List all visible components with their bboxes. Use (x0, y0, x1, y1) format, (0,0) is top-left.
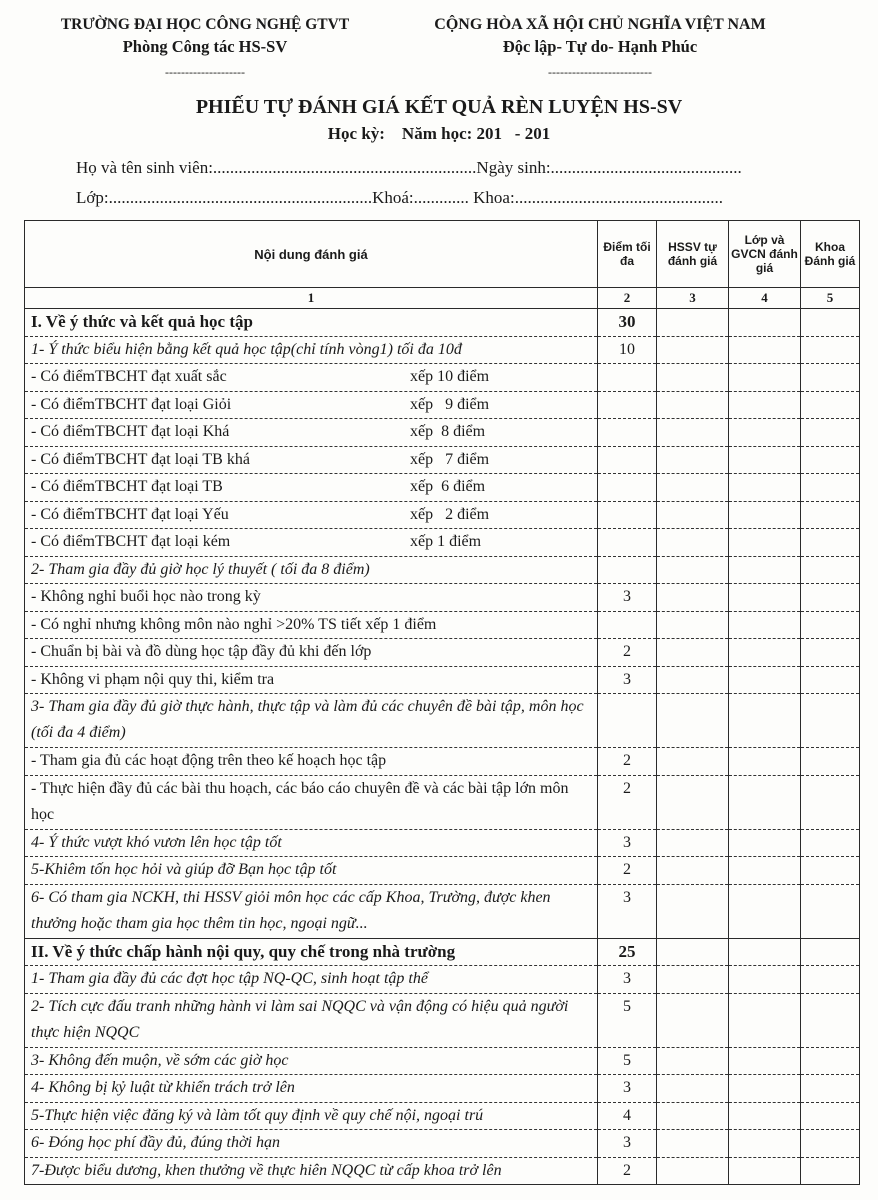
criterion-row (25, 884, 860, 938)
faculty-eval-cell[interactable] (801, 1075, 860, 1103)
criterion-row (25, 364, 860, 392)
criterion-text (25, 884, 598, 938)
max-points-cell: 3 (598, 1130, 657, 1158)
self-eval-cell[interactable] (657, 584, 729, 612)
class-eval-cell[interactable] (729, 639, 801, 667)
class-eval-cell[interactable] (729, 309, 801, 337)
max-points-cell (598, 474, 657, 502)
class-eval-cell[interactable] (729, 529, 801, 557)
criterion-text (25, 501, 598, 529)
self-eval-cell[interactable] (657, 775, 729, 829)
criterion-row (25, 1047, 860, 1075)
self-eval-cell[interactable] (657, 694, 729, 748)
criterion-text (25, 584, 598, 612)
criterion-row (25, 556, 860, 584)
criterion-label: 6- Có tham gia NCKH, thi HSSV giỏi môn học các cấp Khoa, Trường, được khen thưởng hoặc tham gia học thêm tin học, ngoại ngữ... (31, 888, 551, 932)
criterion-label: I. Về ý thức và kết quả học tập (31, 312, 253, 331)
criterion-row (25, 748, 860, 776)
header-left-rule: -------------------- (165, 65, 245, 79)
max-points-cell (598, 694, 657, 748)
class-eval-cell[interactable] (729, 884, 801, 938)
self-eval-cell[interactable] (657, 993, 729, 1047)
criterion-text (25, 1130, 598, 1158)
criterion-label: 1- Ý thức biểu hiện bằng kết quả học tập(chỉ tính vòng1) tối đa 10đ (31, 340, 462, 358)
criterion-text (25, 694, 598, 748)
header-max-points: Điểm tối đa (598, 221, 657, 288)
max-points-cell: 2 (598, 857, 657, 885)
criterion-row (25, 391, 860, 419)
rank-points-label: xếp 10 điểm (410, 368, 490, 385)
max-points-cell: 5 (598, 993, 657, 1047)
country-name: CỘNG HÒA XÃ HỘI CHỦ NGHĨA VIỆT NAM (434, 16, 766, 33)
max-points-cell: 30 (598, 309, 657, 337)
faculty-eval-cell[interactable] (801, 938, 860, 966)
faculty-eval-cell[interactable] (801, 501, 860, 529)
department-name: Phòng Công tác HS-SV (122, 37, 288, 56)
class-eval-cell[interactable] (729, 694, 801, 748)
column-number-row (25, 288, 860, 309)
class-eval-cell[interactable] (729, 748, 801, 776)
criterion-label: - Có điểmTBCHT đạt loại TB khá (31, 450, 250, 468)
criterion-row (25, 775, 860, 829)
section-row (25, 938, 860, 966)
criterion-label: 2- Tích cực đấu tranh những hành vi làm sai NQQC và vận động có hiệu quả người thực hiện NQQC (31, 997, 569, 1041)
faculty-eval-cell[interactable] (801, 364, 860, 392)
column-number: 5 (801, 288, 860, 309)
self-eval-cell[interactable] (657, 639, 729, 667)
self-eval-cell[interactable] (657, 309, 729, 337)
column-number: 2 (598, 288, 657, 309)
faculty-eval-cell[interactable] (801, 556, 860, 584)
class-course-faculty-field[interactable]: Lớp:..............................................................Khoá:............. Khoa:................................................. (76, 188, 723, 207)
criterion-label: - Có điểmTBCHT đạt loại Giỏi (31, 395, 232, 413)
criterion-text (25, 1075, 598, 1103)
rank-points-label: xếp 1 điểm (410, 533, 482, 550)
criterion-row (25, 666, 860, 694)
self-eval-cell[interactable] (657, 364, 729, 392)
criterion-row (25, 446, 860, 474)
max-points-cell: 2 (598, 639, 657, 667)
class-eval-cell[interactable] (729, 775, 801, 829)
criterion-text (25, 446, 598, 474)
criterion-label: - Không nghỉ buổi học nào trong kỳ (31, 588, 261, 605)
class-eval-cell[interactable] (729, 584, 801, 612)
criterion-label: - Có điểmTBCHT đạt xuất sắc (31, 368, 227, 385)
criterion-label: 3- Tham gia đầy đủ giờ thực hành, thực tập và làm đủ các chuyên đề bài tập, môn học (tối đa 4 điểm) (31, 698, 584, 741)
faculty-eval-cell[interactable] (801, 419, 860, 447)
criterion-text (25, 829, 598, 857)
max-points-cell: 3 (598, 829, 657, 857)
max-points-cell: 3 (598, 1075, 657, 1103)
self-eval-cell[interactable] (657, 419, 729, 447)
criterion-text (25, 1102, 598, 1130)
self-eval-cell[interactable] (657, 529, 729, 557)
self-eval-cell[interactable] (657, 884, 729, 938)
criterion-row (25, 474, 860, 502)
criterion-text (25, 639, 598, 667)
criterion-label: - Tham gia đủ các hoạt động trên theo kế hoạch học tập (31, 752, 387, 769)
self-eval-cell[interactable] (657, 938, 729, 966)
max-points-cell: 4 (598, 1102, 657, 1130)
self-eval-cell[interactable] (657, 748, 729, 776)
class-eval-cell[interactable] (729, 666, 801, 694)
class-eval-cell[interactable] (729, 938, 801, 966)
self-eval-cell[interactable] (657, 966, 729, 994)
national-motto: Độc lập- Tự do- Hạnh Phúc (502, 37, 698, 56)
max-points-cell: 3 (598, 584, 657, 612)
criterion-text (25, 529, 598, 557)
criterion-row (25, 1102, 860, 1130)
rank-points-label: xếp 7 điểm (410, 450, 490, 468)
max-points-cell: 3 (598, 966, 657, 994)
criterion-row (25, 529, 860, 557)
criterion-label: 2- Tham gia đầy đủ giờ học lý thuyết ( tối đa 8 điểm) (31, 560, 370, 578)
faculty-eval-cell[interactable] (801, 775, 860, 829)
faculty-eval-cell[interactable] (801, 1130, 860, 1158)
school-name: TRƯỜNG ĐẠI HỌC CÔNG NGHỆ GTVT (60, 16, 350, 33)
criterion-text (25, 309, 598, 337)
self-eval-cell[interactable] (657, 1102, 729, 1130)
form-subtitle: Học kỳ: Năm học: 201 - 201 (327, 124, 551, 143)
class-eval-cell[interactable] (729, 446, 801, 474)
student-name-birthdate-field[interactable]: Họ và tên sinh viên:..............................................................Ngày sinh:............................................. (76, 158, 742, 177)
class-eval-cell[interactable] (729, 1130, 801, 1158)
evaluation-rows (25, 309, 860, 1185)
self-eval-cell[interactable] (657, 474, 729, 502)
self-eval-cell[interactable] (657, 1075, 729, 1103)
faculty-eval-cell[interactable] (801, 1047, 860, 1075)
rank-points-label: xếp 6 điểm (410, 478, 486, 495)
header-faculty-eval: Khoa Đánh giá (801, 221, 860, 288)
criterion-text (25, 938, 598, 966)
self-eval-cell[interactable] (657, 611, 729, 639)
class-eval-cell[interactable] (729, 966, 801, 994)
criterion-text (25, 611, 598, 639)
max-points-cell: 3 (598, 666, 657, 694)
criterion-row (25, 1130, 860, 1158)
faculty-eval-cell[interactable] (801, 829, 860, 857)
criterion-row (25, 1157, 860, 1185)
criterion-text (25, 556, 598, 584)
criterion-label: II. Về ý thức chấp hành nội quy, quy chế trong nhà trường (31, 941, 456, 961)
criterion-text (25, 474, 598, 502)
faculty-eval-cell[interactable] (801, 336, 860, 364)
criterion-text (25, 966, 598, 994)
criterion-text (25, 391, 598, 419)
class-eval-cell[interactable] (729, 1047, 801, 1075)
criterion-row (25, 993, 860, 1047)
faculty-eval-cell[interactable] (801, 666, 860, 694)
max-points-cell (598, 364, 657, 392)
school-header (40, 14, 370, 82)
class-eval-cell[interactable] (729, 993, 801, 1047)
self-eval-cell[interactable] (657, 1130, 729, 1158)
criterion-label: 7-Được biểu dương, khen thưởng về thực hiên NQQC từ cấp khoa trở lên (31, 1161, 502, 1179)
national-header (405, 14, 795, 82)
header-self-eval: HSSV tự đánh giá (657, 221, 729, 288)
class-eval-cell[interactable] (729, 611, 801, 639)
class-eval-cell[interactable] (729, 1157, 801, 1185)
rank-points-label: xếp 9 điểm (410, 395, 490, 413)
faculty-eval-cell[interactable] (801, 391, 860, 419)
faculty-eval-cell[interactable] (801, 611, 860, 639)
column-number: 3 (657, 288, 729, 309)
max-points-cell: 3 (598, 884, 657, 938)
criterion-label: - Có điểmTBCHT đạt loại TB (31, 478, 223, 495)
faculty-eval-cell[interactable] (801, 1157, 860, 1185)
criterion-label: 4- Ý thức vượt khó vươn lên học tập tốt (31, 833, 282, 851)
criterion-row (25, 336, 860, 364)
max-points-cell (598, 556, 657, 584)
class-eval-cell[interactable] (729, 1075, 801, 1103)
criterion-text (25, 364, 598, 392)
faculty-eval-cell[interactable] (801, 446, 860, 474)
max-points-cell (598, 446, 657, 474)
criterion-label: 5-Khiêm tốn học hỏi và giúp đỡ Bạn học tập tốt (31, 861, 337, 878)
max-points-cell (598, 529, 657, 557)
max-points-cell (598, 501, 657, 529)
max-points-cell (598, 391, 657, 419)
criterion-row (25, 419, 860, 447)
class-eval-cell[interactable] (729, 829, 801, 857)
criterion-label: 1- Tham gia đầy đủ các đợt học tập NQ-QC, sinh hoạt tập thể (31, 970, 428, 987)
class-eval-cell[interactable] (729, 556, 801, 584)
criterion-label: 4- Không bị kỷ luật từ khiển trách trở lên (31, 1079, 295, 1096)
self-eval-cell[interactable] (657, 336, 729, 364)
faculty-eval-cell[interactable] (801, 748, 860, 776)
criterion-label: - Có điểmTBCHT đạt loại Yếu (31, 505, 229, 523)
max-points-cell: 2 (598, 748, 657, 776)
criterion-label: 6- Đóng học phí đầy đủ, đúng thời hạn (31, 1134, 280, 1151)
criterion-row (25, 501, 860, 529)
faculty-eval-cell[interactable] (801, 694, 860, 748)
self-eval-cell[interactable] (657, 1157, 729, 1185)
criterion-text (25, 1157, 598, 1185)
max-points-cell: 2 (598, 1157, 657, 1185)
self-eval-cell[interactable] (657, 446, 729, 474)
criterion-label: - Không vi phạm nội quy thi, kiểm tra (31, 670, 275, 688)
criterion-text (25, 336, 598, 364)
criterion-row (25, 694, 860, 748)
criterion-text (25, 857, 598, 885)
class-eval-cell[interactable] (729, 501, 801, 529)
criterion-row (25, 857, 860, 885)
evaluation-table (24, 220, 860, 1185)
faculty-eval-cell[interactable] (801, 639, 860, 667)
faculty-eval-cell[interactable] (801, 309, 860, 337)
criterion-label: 5-Thực hiện việc đăng ký và làm tốt quy định về quy chế nội, ngoại trú (31, 1106, 484, 1124)
criterion-label: - Có điểmTBCHT đạt loại kém (31, 533, 231, 550)
max-points-cell: 5 (598, 1047, 657, 1075)
class-eval-cell[interactable] (729, 419, 801, 447)
criterion-label: - Có điểmTBCHT đạt loại Khá (31, 423, 230, 440)
self-eval-cell[interactable] (657, 829, 729, 857)
self-eval-cell[interactable] (657, 501, 729, 529)
max-points-cell (598, 611, 657, 639)
table-header-row (25, 221, 860, 288)
criterion-label: - Thực hiện đầy đủ các bài thu hoạch, các báo cáo chuyên đề và các bài tập lớn môn học (31, 779, 569, 823)
faculty-eval-cell[interactable] (801, 993, 860, 1047)
faculty-eval-cell[interactable] (801, 584, 860, 612)
criterion-label: - Có nghỉ nhưng không môn nào nghỉ >20% TS tiết xếp 1 điểm (31, 615, 437, 633)
faculty-eval-cell[interactable] (801, 474, 860, 502)
criterion-text (25, 1047, 598, 1075)
self-eval-cell[interactable] (657, 857, 729, 885)
max-points-cell: 2 (598, 775, 657, 829)
self-eval-cell[interactable] (657, 1047, 729, 1075)
class-eval-cell[interactable] (729, 391, 801, 419)
column-number: 1 (25, 288, 598, 309)
form-title: PHIẾU TỰ ĐÁNH GIÁ KẾT QUẢ RÈN LUYỆN HS-SV (195, 96, 683, 118)
faculty-eval-cell[interactable] (801, 857, 860, 885)
criterion-row (25, 584, 860, 612)
max-points-cell (598, 419, 657, 447)
column-number: 4 (729, 288, 801, 309)
header-right-rule: -------------------------- (548, 65, 652, 79)
criterion-text (25, 993, 598, 1047)
criterion-label: 3- Không đến muộn, về sớm các giờ học (31, 1051, 289, 1069)
class-eval-cell[interactable] (729, 474, 801, 502)
criterion-text (25, 748, 598, 776)
header-content: Nội dung đánh giá (25, 221, 598, 288)
criterion-text (25, 775, 598, 829)
criterion-row (25, 966, 860, 994)
max-points-cell: 25 (598, 938, 657, 966)
class-eval-cell[interactable] (729, 857, 801, 885)
criterion-text (25, 666, 598, 694)
criterion-label: - Chuẩn bị bài và đồ dùng học tập đầy đủ khi đến lớp (31, 643, 372, 660)
class-eval-cell[interactable] (729, 336, 801, 364)
rank-points-label: xếp 2 điểm (410, 505, 490, 523)
faculty-eval-cell[interactable] (801, 966, 860, 994)
class-eval-cell[interactable] (729, 1102, 801, 1130)
criterion-row (25, 1075, 860, 1103)
criterion-row (25, 639, 860, 667)
faculty-eval-cell[interactable] (801, 1102, 860, 1130)
faculty-eval-cell[interactable] (801, 529, 860, 557)
header-class-eval: Lớp và GVCN đánh giá (729, 221, 801, 288)
section-row (25, 309, 860, 337)
criterion-row (25, 829, 860, 857)
criterion-row (25, 611, 860, 639)
class-eval-cell[interactable] (729, 364, 801, 392)
self-eval-cell[interactable] (657, 666, 729, 694)
self-eval-cell[interactable] (657, 556, 729, 584)
criterion-text (25, 419, 598, 447)
max-points-cell: 10 (598, 336, 657, 364)
faculty-eval-cell[interactable] (801, 884, 860, 938)
rank-points-label: xếp 8 điểm (410, 423, 486, 440)
self-eval-cell[interactable] (657, 391, 729, 419)
